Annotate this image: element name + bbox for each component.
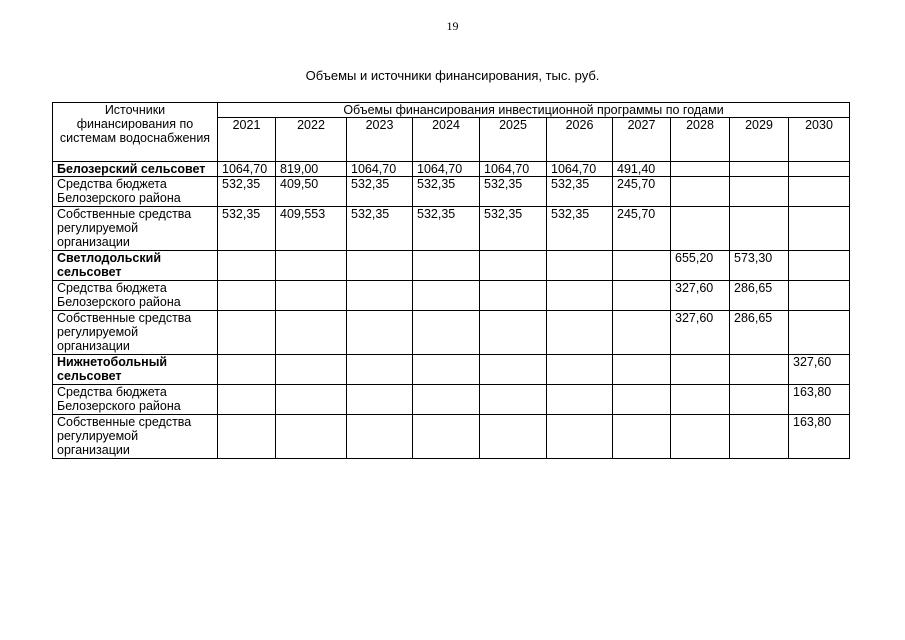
value-cell [480, 385, 547, 415]
value-cell [613, 281, 671, 311]
value-cell [730, 162, 789, 177]
value-cell: 532,35 [413, 207, 480, 251]
value-cell: 409,553 [276, 207, 347, 251]
value-cell: 245,70 [613, 177, 671, 207]
value-cell [413, 385, 480, 415]
year-header: 2023 [347, 118, 413, 162]
funding-source-cell: Собственные средства регулируемой организации [53, 207, 218, 251]
value-cell: 163,80 [789, 385, 850, 415]
value-cell [276, 385, 347, 415]
value-cell [671, 385, 730, 415]
value-cell: 327,60 [671, 281, 730, 311]
value-cell [218, 251, 276, 281]
value-cell [789, 281, 850, 311]
table-row [53, 385, 850, 415]
value-cell [276, 281, 347, 311]
value-cell [480, 281, 547, 311]
value-cell [347, 251, 413, 281]
organization-cell: Нижнетобольный сельсовет [53, 355, 218, 385]
funding-source-cell: Средства бюджета Белозерского района [53, 177, 218, 207]
value-cell: 491,40 [613, 162, 671, 177]
value-cell [613, 385, 671, 415]
value-cell [547, 251, 613, 281]
year-header: 2022 [276, 118, 347, 162]
table-row [53, 311, 850, 355]
table-row [53, 177, 850, 207]
value-cell: 532,35 [480, 207, 547, 251]
table-row [53, 207, 850, 251]
value-cell: 286,65 [730, 311, 789, 355]
organization-cell: Светлодольский сельсовет [53, 251, 218, 281]
value-cell [276, 355, 347, 385]
value-cell: 327,60 [789, 355, 850, 385]
value-cell: 573,30 [730, 251, 789, 281]
value-cell: 1064,70 [547, 162, 613, 177]
value-cell [276, 415, 347, 459]
document-title: Объемы и источники финансирования, тыс. руб. [305, 68, 600, 83]
value-cell [218, 311, 276, 355]
value-cell: 532,35 [413, 177, 480, 207]
value-cell: 1064,70 [413, 162, 480, 177]
group-header: Объемы финансирования инвестиционной программы по годами [218, 103, 850, 118]
value-cell [347, 385, 413, 415]
value-cell [480, 251, 547, 281]
year-header: 2024 [413, 118, 480, 162]
value-cell [613, 311, 671, 355]
year-header: 2030 [789, 118, 850, 162]
value-cell: 1064,70 [218, 162, 276, 177]
value-cell [730, 355, 789, 385]
value-cell [789, 162, 850, 177]
funding-source-cell: Собственные средства регулируемой организации [53, 311, 218, 355]
value-cell [413, 311, 480, 355]
value-cell [413, 355, 480, 385]
value-cell [613, 415, 671, 459]
value-cell [347, 311, 413, 355]
value-cell: 1064,70 [347, 162, 413, 177]
funding-source-cell: Собственные средства регулируемой организации [53, 415, 218, 459]
value-cell: 655,20 [671, 251, 730, 281]
value-cell [413, 251, 480, 281]
financing-table [52, 102, 850, 459]
year-header: 2028 [671, 118, 730, 162]
value-cell [671, 207, 730, 251]
value-cell [730, 415, 789, 459]
value-cell [347, 281, 413, 311]
value-cell [547, 355, 613, 385]
table-row [53, 415, 850, 459]
value-cell [671, 415, 730, 459]
value-cell [789, 311, 850, 355]
corner-header: Источники финансирования по системам водоснабжения [53, 103, 218, 162]
value-cell: 409,50 [276, 177, 347, 207]
value-cell [547, 385, 613, 415]
value-cell [347, 355, 413, 385]
value-cell [480, 311, 547, 355]
value-cell [276, 251, 347, 281]
value-cell [480, 355, 547, 385]
value-cell [547, 311, 613, 355]
value-cell [613, 251, 671, 281]
value-cell [730, 177, 789, 207]
value-cell [613, 355, 671, 385]
value-cell [547, 281, 613, 311]
value-cell [218, 355, 276, 385]
value-cell [789, 177, 850, 207]
value-cell [480, 415, 547, 459]
value-cell [730, 207, 789, 251]
funding-source-cell: Средства бюджета Белозерского района [53, 385, 218, 415]
value-cell: 245,70 [613, 207, 671, 251]
value-cell [276, 311, 347, 355]
value-cell [218, 415, 276, 459]
value-cell: 532,35 [347, 207, 413, 251]
value-cell [789, 251, 850, 281]
value-cell [671, 355, 730, 385]
value-cell: 286,65 [730, 281, 789, 311]
year-header: 2021 [218, 118, 276, 162]
value-cell [547, 415, 613, 459]
value-cell [347, 415, 413, 459]
value-cell: 532,35 [547, 207, 613, 251]
value-cell: 327,60 [671, 311, 730, 355]
value-cell: 532,35 [547, 177, 613, 207]
value-cell [413, 415, 480, 459]
table-body [53, 162, 850, 459]
organization-cell: Белозерский сельсовет [53, 162, 218, 177]
year-header: 2025 [480, 118, 547, 162]
value-cell [413, 281, 480, 311]
table-row [53, 251, 850, 281]
funding-source-cell: Средства бюджета Белозерского района [53, 281, 218, 311]
table-row [53, 355, 850, 385]
table-row [53, 162, 850, 177]
value-cell [730, 385, 789, 415]
header-row-group [53, 103, 850, 118]
year-header: 2029 [730, 118, 789, 162]
value-cell: 532,35 [218, 177, 276, 207]
value-cell: 1064,70 [480, 162, 547, 177]
value-cell [671, 177, 730, 207]
value-cell [218, 281, 276, 311]
value-cell: 532,35 [480, 177, 547, 207]
value-cell: 819,00 [276, 162, 347, 177]
page-number: 19 [446, 19, 459, 33]
year-header: 2027 [613, 118, 671, 162]
value-cell: 532,35 [218, 207, 276, 251]
year-header: 2026 [547, 118, 613, 162]
table-row [53, 281, 850, 311]
value-cell: 163,80 [789, 415, 850, 459]
value-cell [671, 162, 730, 177]
value-cell [789, 207, 850, 251]
value-cell: 532,35 [347, 177, 413, 207]
value-cell [218, 385, 276, 415]
